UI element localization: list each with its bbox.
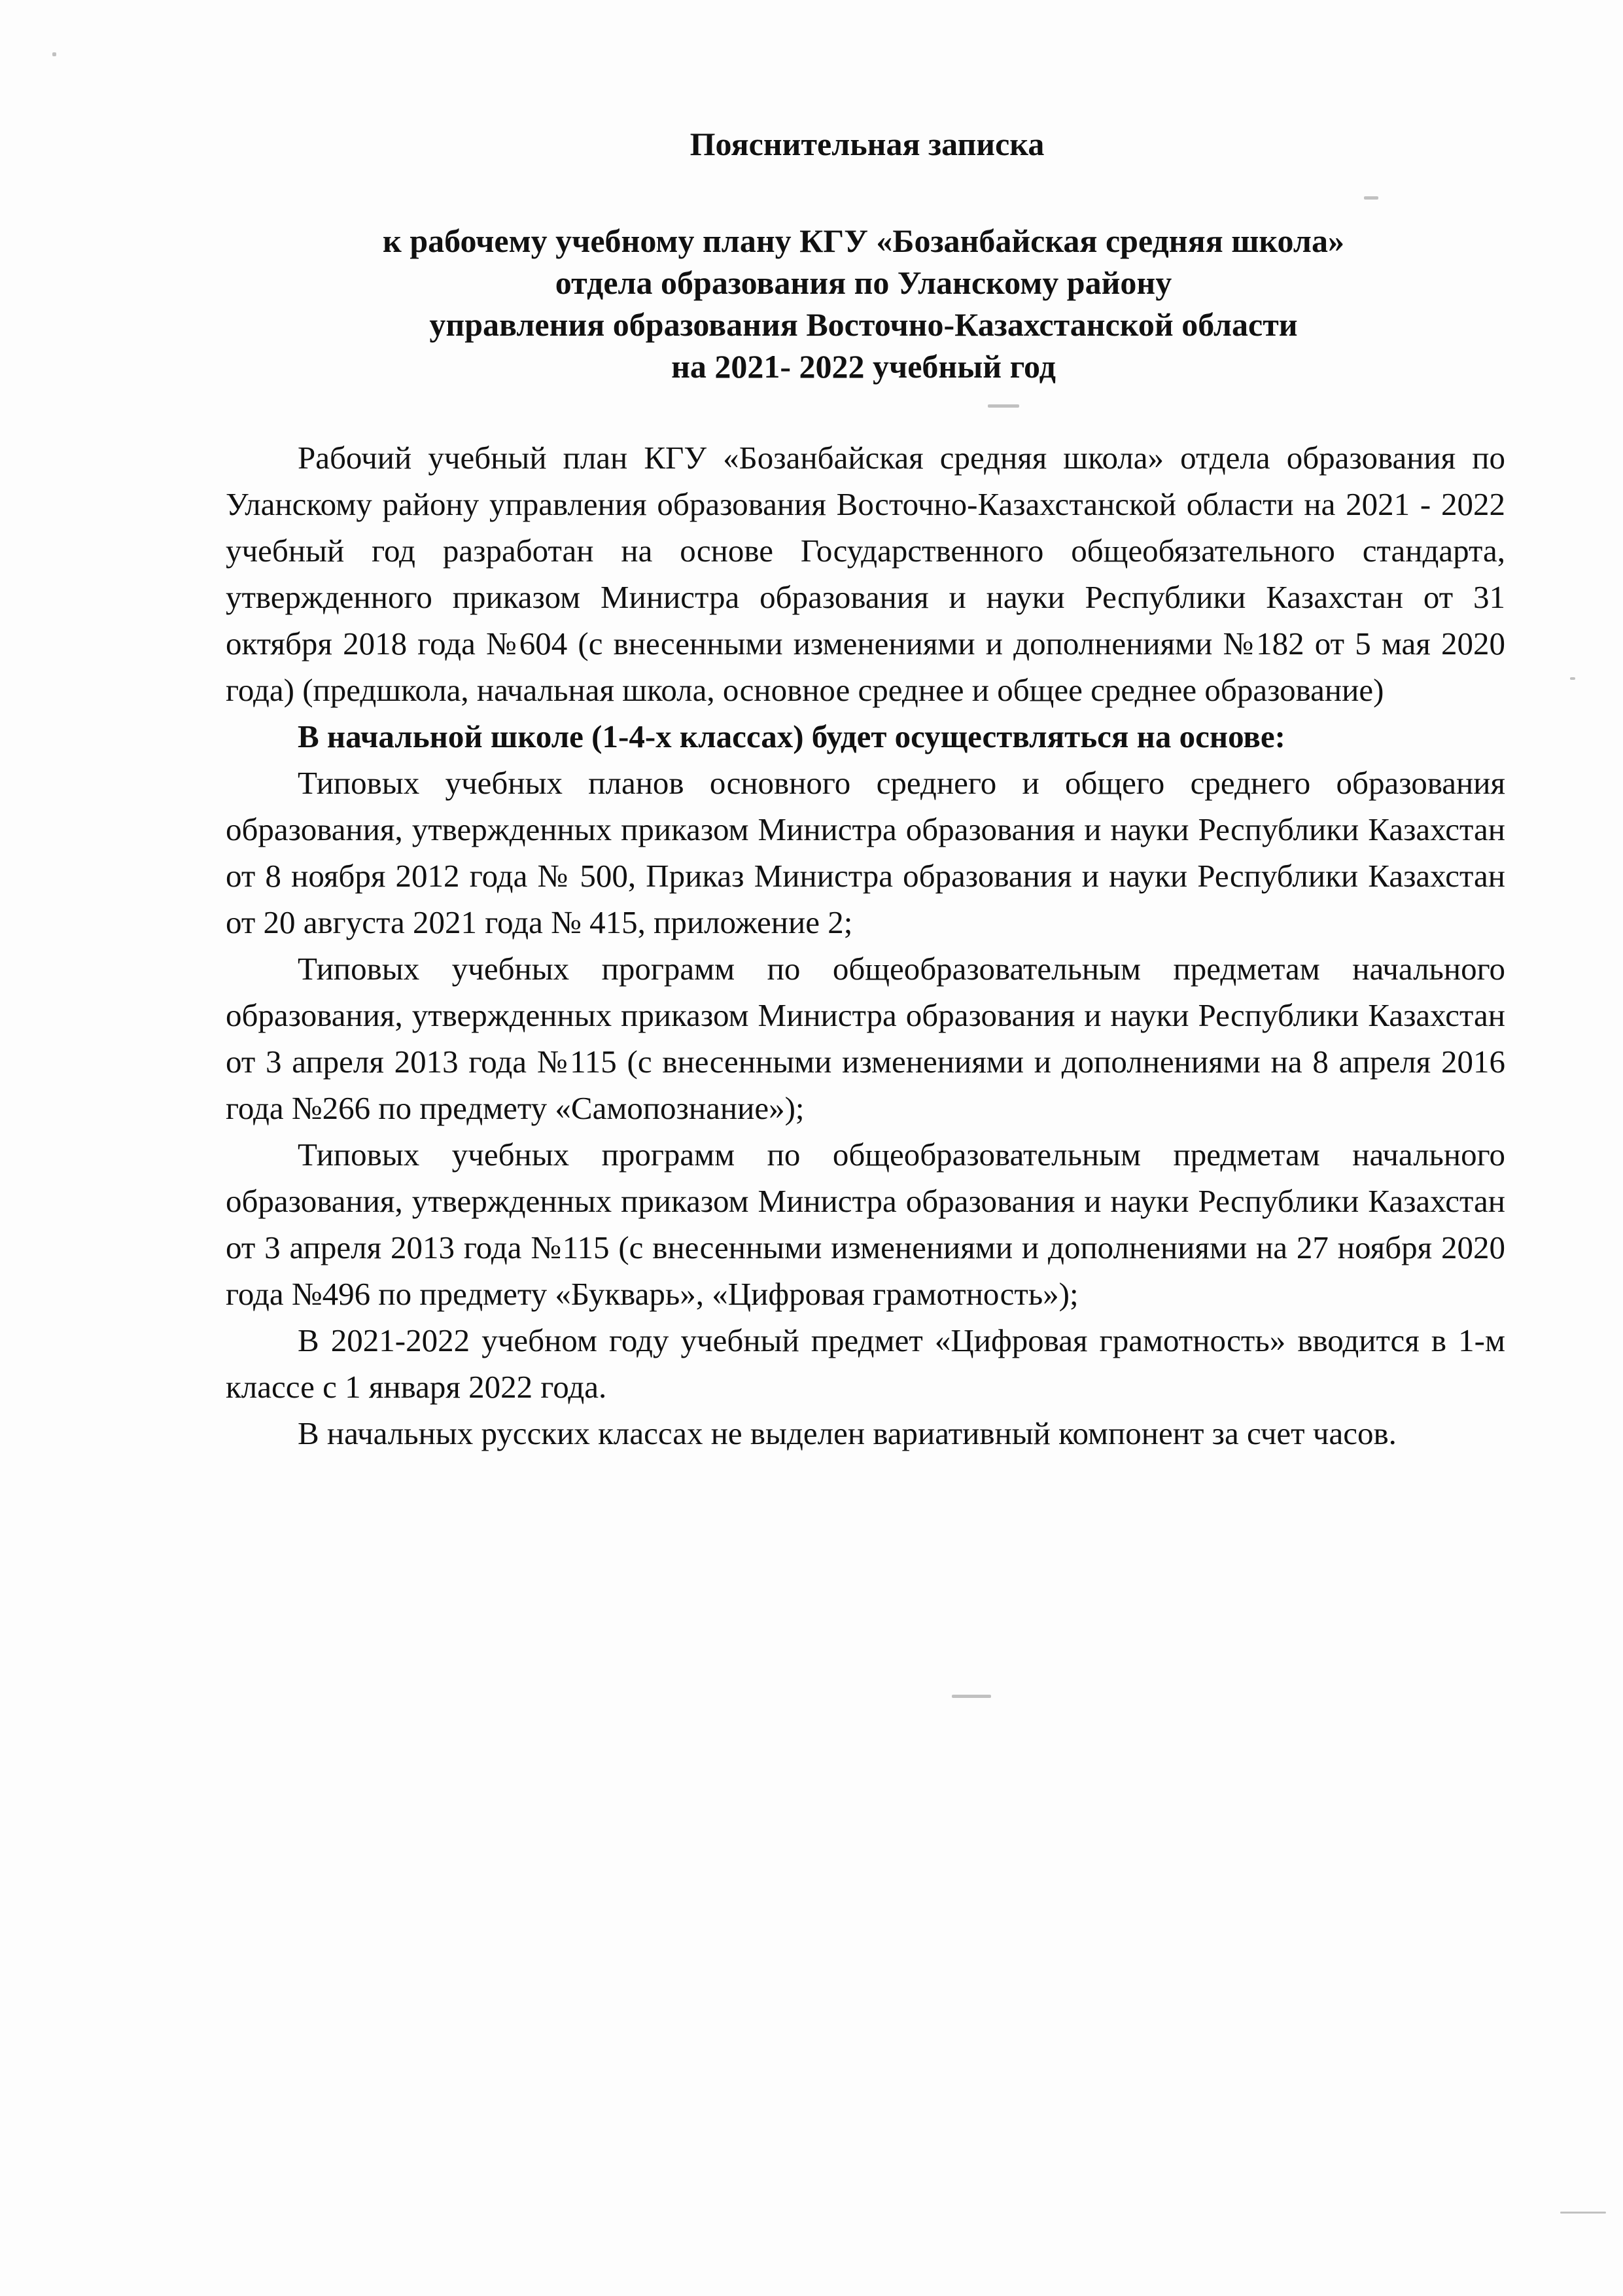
document-body [226, 434, 1505, 1457]
document-subtitle [222, 220, 1505, 387]
subtitle-line: управления образования Восточно-Казахстанской области [429, 306, 1298, 343]
subtitle-line: отдела образования по Уланскому району [555, 264, 1172, 301]
scan-speck [52, 52, 56, 56]
body-paragraph: Типовых учебных программ по общеобразовательным предметам начального образования, утвержденных приказом Министра образования и науки Республики Казахстан от 3 апреля 2013 года №115 (с внесенными изменениями и дополнениями на 8 апреля 2016 года №266 по предмету «Самопознание»); [226, 951, 1505, 1126]
body-paragraph: В 2021-2022 учебном году учебный предмет «Цифровая грамотность» вводится в 1-м классе с 1 января 2022 года. [226, 1322, 1505, 1405]
scan-speck [1560, 2212, 1606, 2214]
scan-speck [1364, 196, 1378, 200]
body-paragraph: В начальных русских классах не выделен вариативный компонент за счет часов. [298, 1415, 1397, 1451]
scan-speck [988, 404, 1019, 408]
body-paragraph: Типовых учебных программ по общеобразовательным предметам начального образования, утвержденных приказом Министра образования и науки Республики Казахстан от 3 апреля 2013 года №115 (с внесенными изменениями и дополнениями на 27 ноября 2020 года №496 по предмету «Букварь», «Цифровая грамотность»); [226, 1137, 1505, 1312]
scan-speck [952, 1695, 991, 1698]
subtitle-line: на 2021- 2022 учебный год [671, 348, 1056, 385]
body-paragraph: Рабочий учебный план КГУ «Бозанбайская средняя школа» отдела образования по Уланскому району управления образования Восточно-Казахстанской области на 2021 - 2022 учебный год разработан на основе Государственного общеобязательного стандарта, утвержденного приказом Министра образования и науки Республики Казахстан от 31 октября 2018 года №604 (с внесенными изменениями и дополнениями №182 от 5 мая 2020 года) (предшкола, начальная школа, основное среднее и общее среднее образование) [226, 440, 1505, 708]
subtitle-line: к рабочему учебному плану КГУ «Бозанбайская средняя школа» [383, 222, 1344, 259]
body-paragraph: Типовых учебных планов основного среднего и общего среднего образования образования, утвержденных приказом Министра образования и науки Республики Казахстан от 8 ноября 2012 года № 500, Приказ Министра образования и науки Республики Казахстан от 20 августа 2021 года № 415, приложение 2; [226, 765, 1505, 940]
document-title: Пояснительная записка [689, 126, 1045, 162]
body-paragraph-heading: В начальной школе (1-4-х классах) будет осуществляться на основе: [298, 718, 1285, 754]
scan-speck [1570, 677, 1575, 680]
